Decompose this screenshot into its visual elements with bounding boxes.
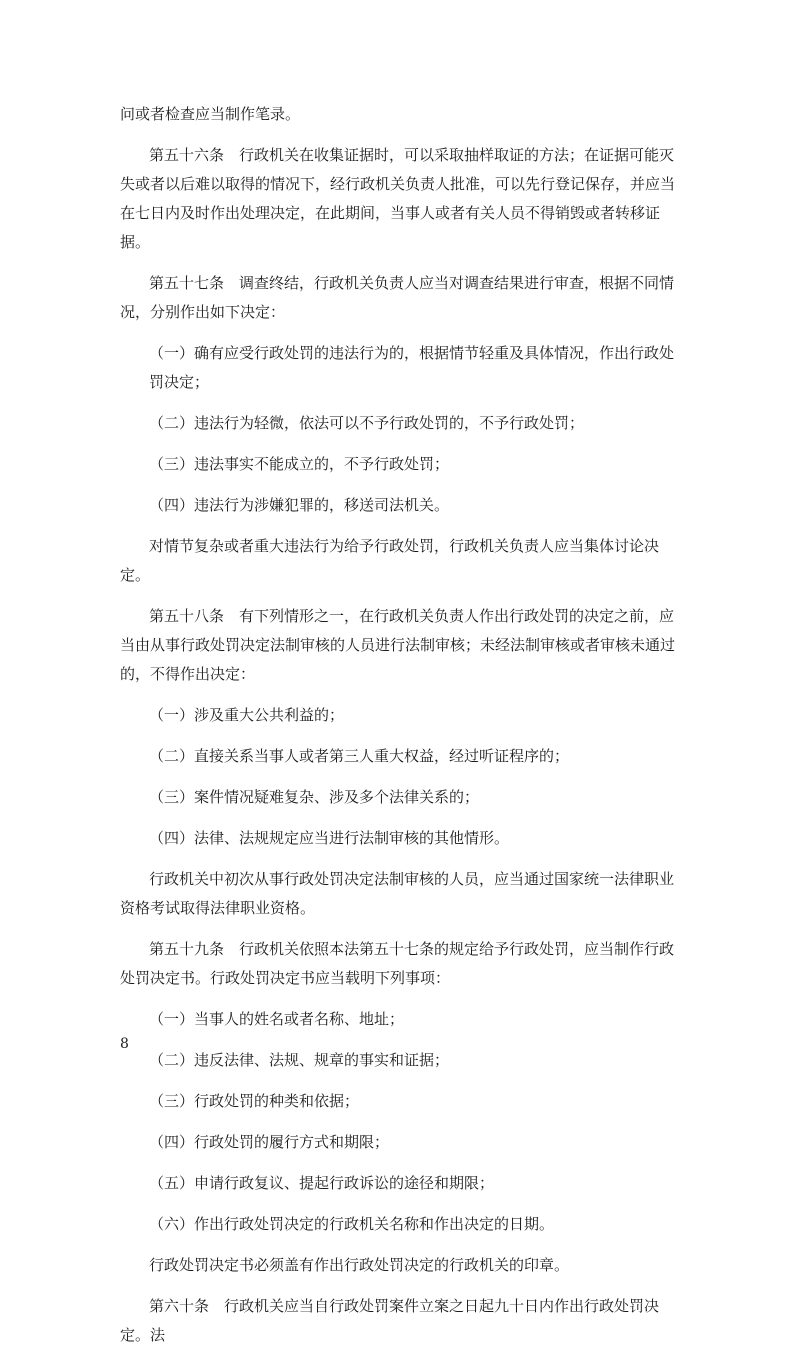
paragraph: 对情节复杂或者重大违法行为给予行政处罚，行政机关负责人应当集体讨论决定。	[120, 537, 660, 584]
paragraph: 第五十六条 行政机关在收集证据时，可以采取抽样取证的方法；在证据可能灭失或者以后难以取得的情况下，经行政机关负责人批准，可以先行登记保存，并应当在七日内及时作出处理决定，在此期间，当事人或者有关人员不得销毁或者转移证据。	[120, 146, 676, 251]
paragraph: 行政处罚决定书必须盖有作出行政处罚决定的行政机关的印章。	[149, 1256, 570, 1274]
list-item: （三）行政处罚的种类和依据；	[149, 1092, 360, 1110]
list-item: （四）法律、法规规定应当进行法制审核的其他情形。	[149, 829, 510, 847]
list-item: （三）案件情况疑难复杂、涉及多个法律关系的；	[149, 788, 480, 806]
list-item: （四）违法行为涉嫌犯罪的，移送司法机关。	[149, 496, 450, 514]
document-body	[120, 100, 676, 1350]
page-number: 8	[120, 1036, 129, 1052]
list-item: （二）违反法律、法规、规章的事实和证据；	[149, 1051, 450, 1069]
list-item: （四）行政处罚的履行方式和期限；	[149, 1133, 390, 1151]
list-item: （一）涉及重大公共利益的；	[149, 706, 345, 724]
paragraph: 第五十七条 调查终结，行政机关负责人应当对调查结果进行审查，根据不同情况，分别作出如下决定：	[120, 274, 675, 321]
paragraph: 第五十八条 有下列情形之一，在行政机关负责人作出行政处罚的决定之前，应当由从事行政处罚决定法制审核的人员进行法制审核；未经法制审核或者审核未通过的，不得作出决定：	[120, 607, 676, 683]
paragraph: 第六十条 行政机关应当自行政处罚案件立案之日起九十日内作出行政处罚决定。法	[120, 1297, 660, 1344]
list-item: （一）当事人的姓名或者名称、地址；	[149, 1010, 405, 1028]
list-item: （五）申请行政复议、提起行政诉讼的途径和期限；	[149, 1174, 495, 1192]
list-item: （三）违法事实不能成立的，不予行政处罚；	[149, 455, 450, 473]
paragraph: 行政机关中初次从事行政处罚决定法制审核的人员，应当通过国家统一法律职业资格考试取得法律职业资格。	[120, 870, 675, 917]
list-item: （六）作出行政处罚决定的行政机关名称和作出决定的日期。	[149, 1215, 555, 1233]
paragraph: 第五十九条 行政机关依照本法第五十七条的规定给予行政处罚，应当制作行政处罚决定书。行政处罚决定书应当载明下列事项：	[120, 940, 675, 987]
list-item: （二）违法行为轻微，依法可以不予行政处罚的，不予行政处罚；	[149, 414, 585, 432]
paragraph: 问或者检查应当制作笔录。	[120, 105, 301, 123]
list-item: （一）确有应受行政处罚的违法行为的，根据情节轻重及具体情况，作出行政处罚决定；	[149, 344, 675, 391]
list-item: （二）直接关系当事人或者第三人重大权益，经过听证程序的；	[149, 747, 570, 765]
